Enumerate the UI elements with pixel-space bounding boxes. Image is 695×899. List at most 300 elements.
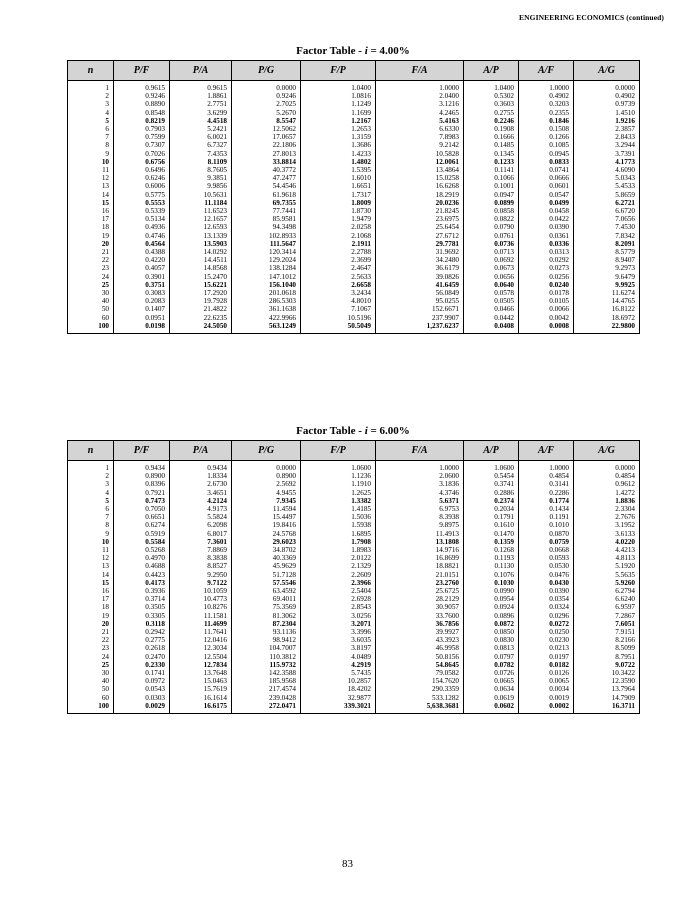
table-cell: 1.8861 — [170, 92, 232, 100]
table-cell: 5.5824 — [170, 513, 232, 521]
table-cell: 2.6658 — [301, 281, 376, 289]
header-row — [68, 61, 640, 81]
table-row — [68, 133, 640, 141]
table-cell: 0.0593 — [519, 554, 574, 562]
table-cell: 6.0021 — [170, 133, 232, 141]
table-cell: 14 — [101, 570, 109, 579]
column-header: A/P — [464, 61, 519, 81]
column-header: P/G — [232, 61, 301, 81]
table-cell: 2.8433 — [574, 133, 640, 141]
table-cell: 17.2920 — [170, 289, 232, 297]
table-row — [68, 314, 640, 322]
table-cell: 20 — [101, 619, 109, 628]
table-cell: 9.9856 — [170, 182, 232, 190]
table-cell: 12.6593 — [170, 223, 232, 231]
table-cell: 1.0400 — [464, 81, 519, 93]
table-cell: 1.8836 — [574, 497, 640, 505]
table-cell: 1.5938 — [301, 521, 376, 529]
table-cell: 32.9877 — [301, 694, 376, 702]
table-cell: 2.5633 — [301, 273, 376, 281]
table-cell: 16.3711 — [574, 702, 640, 714]
table-cell: 0.4057 — [114, 264, 170, 272]
table-cell: 2.0400 — [376, 92, 464, 100]
column-header: F/A — [376, 61, 464, 81]
table-cell: 4.4518 — [170, 117, 232, 125]
table-cell: 286.5303 — [232, 297, 301, 305]
table-cell: 6.9597 — [574, 603, 640, 611]
table-cell: 3.1836 — [376, 480, 464, 488]
column-header: A/F — [519, 441, 574, 461]
table-row — [68, 579, 640, 587]
table-cell: 0.0640 — [464, 281, 519, 289]
table-cell: 0.0250 — [519, 628, 574, 636]
table-cell: 11.4699 — [170, 620, 232, 628]
table-cell: 15 — [101, 578, 109, 587]
table-cell: 12.3034 — [170, 644, 232, 652]
table-cell: 2.7676 — [574, 513, 640, 521]
table-cell: 138.1284 — [232, 264, 301, 272]
table-cell: 2.3304 — [574, 505, 640, 513]
table-cell: 23 — [101, 644, 109, 653]
table-cell: 3.2434 — [301, 289, 376, 297]
table-cell: 0.8396 — [114, 480, 170, 488]
table-cell: 15 — [101, 198, 109, 207]
table-cell: 0.3505 — [114, 603, 170, 611]
table-cell: 4.6090 — [574, 166, 640, 174]
table-cell: 0.4388 — [114, 248, 170, 256]
table-cell: 1.0000 — [519, 81, 574, 93]
table-cell: 0.0870 — [519, 530, 574, 538]
table-cell: 23 — [101, 264, 109, 273]
table-cell: 12 — [101, 554, 109, 563]
table-cell: 22.9800 — [574, 322, 640, 334]
table-cell: 11.4594 — [232, 505, 301, 513]
table-cell: 28.2129 — [376, 595, 464, 603]
table-cell: 13 — [101, 562, 109, 571]
table-cell: 0.4902 — [574, 92, 640, 100]
table-row — [68, 636, 640, 644]
table-cell: 1 — [105, 84, 109, 92]
table-cell: 6.6240 — [574, 595, 640, 603]
table-cell: 1.4185 — [301, 505, 376, 513]
table-cell: 0.1010 — [519, 521, 574, 529]
table-cell: 2.8543 — [301, 603, 376, 611]
table-cell: 0.0619 — [464, 694, 519, 702]
table-cell: 34.8702 — [232, 546, 301, 554]
table-cell: 46.9958 — [376, 644, 464, 652]
table-cell: 0.0000 — [232, 461, 301, 473]
table-cell: 15.0258 — [376, 174, 464, 182]
table-cell: 33.7600 — [376, 612, 464, 620]
table-cell: 75.3569 — [232, 603, 301, 611]
table-cell: 2.4647 — [301, 264, 376, 272]
table-cell: 9 — [105, 149, 109, 158]
table-cell: 13.4864 — [376, 166, 464, 174]
table-cell: 0.0466 — [464, 305, 519, 313]
table-cell: 0.0741 — [519, 166, 574, 174]
table-cell: 2.2788 — [301, 248, 376, 256]
table-cell: 0.0602 — [464, 702, 519, 714]
table-cell: 0.0924 — [464, 603, 519, 611]
table-cell: 4 — [105, 488, 109, 497]
table-cell: 0.0273 — [519, 264, 574, 272]
table-cell: 8.1109 — [170, 158, 232, 166]
table-cell: 239.0428 — [232, 694, 301, 702]
table-cell: 19.7928 — [170, 297, 232, 305]
table-cell: 94.3498 — [232, 223, 301, 231]
column-header: F/P — [301, 441, 376, 461]
table-row — [68, 215, 640, 223]
table-cell: 14.4511 — [170, 256, 232, 264]
table-cell: 1.8983 — [301, 546, 376, 554]
table-cell: 17 — [101, 595, 109, 604]
table-cell: 15.7619 — [170, 685, 232, 693]
table-row — [68, 232, 640, 240]
table-cell: 0.0034 — [519, 685, 574, 693]
table-cell: 3.7391 — [574, 150, 640, 158]
table-cell: 13.1339 — [170, 232, 232, 240]
table-cell: 3 — [105, 480, 109, 489]
table-cell: 1.2653 — [301, 125, 376, 133]
table-cell: 0.3741 — [464, 480, 519, 488]
table-cell: 0.0947 — [464, 191, 519, 199]
table-row — [68, 628, 640, 636]
table-cell: 10.3422 — [574, 669, 640, 677]
table-cell: 6.9753 — [376, 505, 464, 513]
table-cell: 0.2286 — [519, 489, 574, 497]
table-cell: 0.9246 — [232, 92, 301, 100]
table-cell: 0.0008 — [519, 322, 574, 334]
table-cell: 50 — [101, 305, 109, 314]
table-cell: 0.1434 — [519, 505, 574, 513]
table-cell: 3 — [105, 100, 109, 109]
table-cell: 0.7307 — [114, 141, 170, 149]
table-row — [68, 480, 640, 488]
table-cell: 0.0000 — [574, 461, 640, 473]
table-cell: 7.8983 — [376, 133, 464, 141]
table-cell: 6.6720 — [574, 207, 640, 215]
table-row — [68, 281, 640, 289]
table-cell: 29.7781 — [376, 240, 464, 248]
table-cell: 0.3936 — [114, 587, 170, 595]
table-cell: 1.8334 — [170, 472, 232, 480]
table-cell: 4.2124 — [170, 497, 232, 505]
table-cell: 51.7128 — [232, 571, 301, 579]
table-cell: 9.2950 — [170, 571, 232, 579]
table-cell: 7.6051 — [574, 620, 640, 628]
table-cell: 0.0476 — [519, 571, 574, 579]
table-cell: 1.0000 — [519, 461, 574, 473]
table-cell: 6.2794 — [574, 587, 640, 595]
table-cell: 0.9246 — [114, 92, 170, 100]
table-cell: 0.1741 — [114, 669, 170, 677]
table-cell: 2 — [105, 472, 109, 481]
table-cell: 0.9615 — [114, 81, 170, 93]
table-cell: 10.2857 — [301, 677, 376, 685]
table-cell: 3.2944 — [574, 141, 640, 149]
table-cell: 16 — [101, 207, 109, 216]
table-cell: 0.3118 — [114, 620, 170, 628]
table-cell: 3.0256 — [301, 612, 376, 620]
table-cell: 1.4802 — [301, 158, 376, 166]
table-cell: 24.5050 — [170, 322, 232, 334]
table-cell: 14 — [101, 190, 109, 199]
table-cell: 5.2421 — [170, 125, 232, 133]
table-cell: 5,638.3681 — [376, 702, 464, 714]
table-cell: 77.7441 — [232, 207, 301, 215]
table-row — [68, 191, 640, 199]
table-cell: 12.5504 — [170, 653, 232, 661]
table-cell: 1.6651 — [301, 182, 376, 190]
table-cell: 81.3062 — [232, 612, 301, 620]
table-cell: 0.0872 — [464, 620, 519, 628]
table-cell: 60 — [101, 693, 109, 702]
table-cell: 18 — [101, 603, 109, 612]
table-cell: 17.0657 — [232, 133, 301, 141]
table-cell: 0.2355 — [519, 109, 574, 117]
table-cell: 12.0061 — [376, 158, 464, 166]
table-cell: 18.6972 — [574, 314, 640, 322]
table-cell: 8.5547 — [232, 117, 301, 125]
table-cell: 1.3686 — [301, 141, 376, 149]
table-cell: 185.9568 — [232, 677, 301, 685]
table-cell: 0.5339 — [114, 207, 170, 215]
table-cell: 0.2618 — [114, 644, 170, 652]
table-cell: 10 — [101, 157, 109, 166]
table-cell: 0.1359 — [464, 538, 519, 546]
table-cell: 0.3714 — [114, 595, 170, 603]
table-cell: 6.2098 — [170, 521, 232, 529]
table-cell: 9.2973 — [574, 264, 640, 272]
table-cell: 0.0313 — [519, 248, 574, 256]
table-cell: 0.5454 — [464, 472, 519, 480]
table-row — [68, 587, 640, 595]
table-row — [68, 305, 640, 313]
table-cell: 45.9629 — [232, 562, 301, 570]
table-cell: 0.0951 — [114, 314, 170, 322]
table-cell: 8.5779 — [574, 248, 640, 256]
table-cell: 18 — [101, 223, 109, 232]
table-title — [67, 44, 639, 58]
table-row — [68, 166, 640, 174]
table-cell: 272.0471 — [232, 702, 301, 714]
table-cell: 0.0336 — [519, 240, 574, 248]
table-row — [68, 521, 640, 529]
table-cell: 30 — [101, 289, 109, 298]
table-cell: 0.0668 — [519, 546, 574, 554]
table-cell: 0.4970 — [114, 554, 170, 562]
table-cell: 23.2760 — [376, 579, 464, 587]
table-cell: 95.0255 — [376, 297, 464, 305]
table-row — [68, 554, 640, 562]
table-cell: 3.6299 — [170, 109, 232, 117]
table-cell: 1.0816 — [301, 92, 376, 100]
table-cell: 9.9925 — [574, 281, 640, 289]
table-cell: 0.0972 — [114, 677, 170, 685]
table-cell: 0.0505 — [464, 297, 519, 305]
factor-table-4pct — [67, 44, 639, 334]
table-cell: 0.0858 — [464, 207, 519, 215]
table-cell: 9.8975 — [376, 521, 464, 529]
table-row — [68, 125, 640, 133]
table-cell: 0.3603 — [464, 100, 519, 108]
table-cell: 2.5692 — [232, 480, 301, 488]
table-cell: 111.5647 — [232, 240, 301, 248]
table-cell: 5.5635 — [574, 571, 640, 579]
table-cell: 0.1066 — [464, 174, 519, 182]
table-row — [68, 513, 640, 521]
table-cell: 1.0000 — [376, 81, 464, 93]
column-header: n — [68, 61, 114, 81]
table-cell: 12.3590 — [574, 677, 640, 685]
column-header: F/P — [301, 61, 376, 81]
table-cell: 29.6023 — [232, 538, 301, 546]
table-cell: 12 — [101, 174, 109, 183]
table-cell: 4.4213 — [574, 546, 640, 554]
table-cell: 217.4574 — [232, 685, 301, 693]
table-row — [68, 248, 640, 256]
table-cell: 12.1657 — [170, 215, 232, 223]
table-cell: 1.8009 — [301, 199, 376, 207]
table-cell: 0.4688 — [114, 562, 170, 570]
table-cell: 0.0029 — [114, 702, 170, 714]
table-cell: 0.1193 — [464, 554, 519, 562]
table-cell: 0.2083 — [114, 297, 170, 305]
table-cell: 47.2477 — [232, 174, 301, 182]
table-cell: 0.9739 — [574, 100, 640, 108]
table-cell: 0.6496 — [114, 166, 170, 174]
table-cell: 0.4936 — [114, 223, 170, 231]
table-row — [68, 461, 640, 473]
table-cell: 339.3021 — [301, 702, 376, 714]
table-cell: 3.4651 — [170, 489, 232, 497]
table-cell: 1.6010 — [301, 174, 376, 182]
table-cell: 16.1614 — [170, 694, 232, 702]
table-cell: 7.8342 — [574, 232, 640, 240]
table-cell: 1.0000 — [376, 461, 464, 473]
table-cell: 0.6006 — [114, 182, 170, 190]
table-cell: 4.0220 — [574, 538, 640, 546]
table-cell: 69.4011 — [232, 595, 301, 603]
table-cell: 14.0292 — [170, 248, 232, 256]
table-cell: 18.8821 — [376, 562, 464, 570]
table-cell: 9.3851 — [170, 174, 232, 182]
table-cell: 0.8219 — [114, 117, 170, 125]
table-cell: 13 — [101, 182, 109, 191]
table-row — [68, 669, 640, 677]
title-prefix: Factor Table - — [296, 45, 365, 57]
table-row — [68, 240, 640, 248]
table-cell: 40 — [101, 677, 109, 686]
table-cell: 9.7122 — [170, 579, 232, 587]
table-cell: 25.6454 — [376, 223, 464, 231]
table-cell: 0.8890 — [114, 100, 170, 108]
table-cell: 50 — [101, 685, 109, 694]
table-cell: 0.0065 — [519, 677, 574, 685]
table-cell: 10.8276 — [170, 603, 232, 611]
table-cell: 0.2775 — [114, 636, 170, 644]
table-cell: 6.6330 — [376, 125, 464, 133]
table-cell: 0.0899 — [464, 199, 519, 207]
table-cell: 16.6175 — [170, 702, 232, 714]
table-cell: 1.1249 — [301, 100, 376, 108]
table-cell: 21.4822 — [170, 305, 232, 313]
table-cell: 3.1216 — [376, 100, 464, 108]
table-cell: 43.3923 — [376, 636, 464, 644]
table-cell: 10.4773 — [170, 595, 232, 603]
table-cell: 8.2091 — [574, 240, 640, 248]
table-cell: 12.0416 — [170, 636, 232, 644]
factor-table — [67, 440, 640, 714]
table-cell: 10.5631 — [170, 191, 232, 199]
table-row — [68, 620, 640, 628]
table-cell: 0.0422 — [519, 215, 574, 223]
table-cell: 8 — [105, 141, 109, 150]
table-cell: 50.8156 — [376, 653, 464, 661]
table-cell: 25.6725 — [376, 587, 464, 595]
table-cell: 0.0442 — [464, 314, 519, 322]
table-cell: 1.2625 — [301, 489, 376, 497]
column-header: A/P — [464, 441, 519, 461]
table-cell: 1.9479 — [301, 215, 376, 223]
table-cell: 4.8010 — [301, 297, 376, 305]
table-cell: 11.4913 — [376, 530, 464, 538]
table-cell: 0.0692 — [464, 256, 519, 264]
table-cell: 0.1268 — [464, 546, 519, 554]
table-cell: 4.9455 — [232, 489, 301, 497]
table-cell: 8.8527 — [170, 562, 232, 570]
table-cell: 0.0530 — [519, 562, 574, 570]
column-header: P/A — [170, 441, 232, 461]
table-cell: 24.5768 — [232, 530, 301, 538]
table-cell: 0.3083 — [114, 289, 170, 297]
table-cell: 563.1249 — [232, 322, 301, 334]
table-row — [68, 92, 640, 100]
table-row — [68, 546, 640, 554]
table-cell: 98.9412 — [232, 636, 301, 644]
table-cell: 100 — [98, 701, 109, 710]
table-cell: 22.1806 — [232, 141, 301, 149]
table-cell: 2.2609 — [301, 571, 376, 579]
table-cell: 33.8814 — [232, 158, 301, 166]
table-cell: 0.1130 — [464, 562, 519, 570]
table-cell: 0.1666 — [464, 133, 519, 141]
table-cell: 533.1282 — [376, 694, 464, 702]
title-prefix: Factor Table - — [296, 425, 365, 437]
table-cell: 11 — [102, 166, 109, 175]
table-cell: 0.6651 — [114, 513, 170, 521]
column-header: P/G — [232, 441, 301, 461]
table-cell: 0.0019 — [519, 694, 574, 702]
table-cell: 14.7909 — [574, 694, 640, 702]
table-row — [68, 694, 640, 702]
table-cell: 36.6179 — [376, 264, 464, 272]
table-cell: 1.0400 — [301, 81, 376, 93]
table-cell: 0.0499 — [519, 199, 574, 207]
table-cell: 0.1191 — [519, 513, 574, 521]
table-cell: 7 — [105, 133, 109, 142]
title-variable: i — [364, 425, 368, 437]
table-cell: 100 — [98, 321, 109, 330]
table-cell: 0.0850 — [464, 628, 519, 636]
table-cell: 1.8730 — [301, 207, 376, 215]
table-cell: 0.1266 — [519, 133, 574, 141]
table-cell: 13.7964 — [574, 685, 640, 693]
table-cell: 0.2942 — [114, 628, 170, 636]
table-cell: 2.1911 — [301, 240, 376, 248]
table-cell: 7.9151 — [574, 628, 640, 636]
table-cell: 0.9615 — [170, 81, 232, 93]
